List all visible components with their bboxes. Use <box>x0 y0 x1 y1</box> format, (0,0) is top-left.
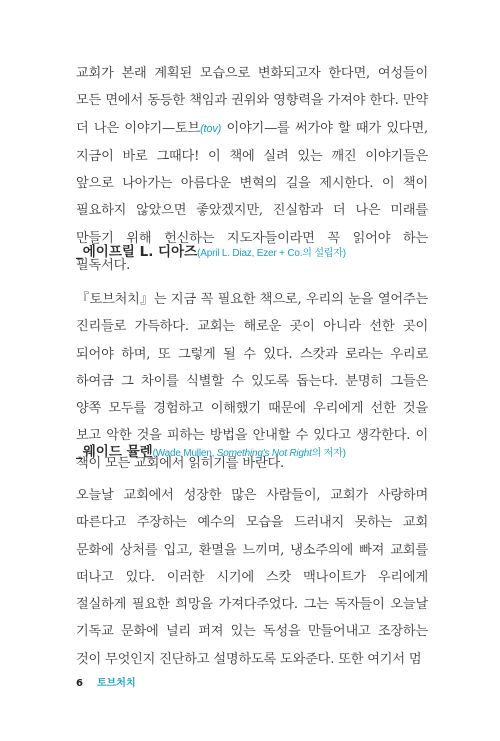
endorsement-text: 오늘날 교회에서 성장한 많은 사람들이, 교회가 사랑하며 따른다고 주장하는 예수의 모습을 드러내지 못하는 교회 문화에 상처를 입고, 환멸을 느끼며, 냉소주의에 빠져 교회를 떠나고 있다. 이러한 시기에 스캇 맥나이트가 우리에게 절실하게 필요한 희망을 가져다주었다. 그는 독자들이 오늘날 기독교 문화에 널리 퍼져 있는 독성을 만들어내고 조장하는 것이 무엇인지 진단하고 설명하도록 도와준다. 또한 여기서 멈 <box>76 488 428 667</box>
endorsement-text: 『토브처치』는 지금 꼭 필요한 책으로, 우리의 눈을 열어주는 진리들로 가득하다. 교회는 해로운 곳이 아니라 선한 곳이 되어야 하며, 또 그렇게 될 수 있다. 스캇과 로라는 우리로 하여금 그 차이를 식별할 수 있도록 돕는다. 분명히 그들은 양쪽 모두를 경험하고 이해했기 때문에 우리에게 선한 것을 보고 악한 것을 피하는 방법을 안내할 수 있다고 생각한다. 이 책이 모든 교회에서 읽히기를 바란다. <box>76 292 428 471</box>
running-title: 토브처치 <box>96 678 136 689</box>
page-number: 6 <box>76 678 83 689</box>
endorser-name: _웨이드 뮬렌 <box>76 444 153 460</box>
endorser-affiliation: (April L. Diaz, Ezer + Co.의 설립자) <box>197 248 346 259</box>
endorsement-text-part: 이야기—를 써가야 할 때가 있다면, 지금이 바로 그때다! 이 책에 실려 있는 깨진 이야기들은 앞으로 나아가는 아름다운 변혁의 길을 제시한다. 이 책이 필요하지 않았으면 좋았겠지만, 진실함과 더 나은 미래를 만들기 위해 헌신하는 지도자들이라면 꼭 읽어야 하는 필독서다. <box>76 120 428 274</box>
endorsement-text-part: 교회가 본래 계획된 모습으로 변화되고자 한다면, 여성들이 모든 면에서 동등한 책임과 권위와 영향력을 가져야 한다. 만약 더 나은 이야기—토브 <box>76 66 428 136</box>
affiliation-part: 의 저자) <box>311 448 346 459</box>
page-footer <box>76 674 136 689</box>
affiliation-book-title: Something's Not Right <box>216 448 312 459</box>
endorsement-third <box>76 482 428 673</box>
tov-term: (tov) <box>200 122 222 135</box>
endorser-affiliation <box>153 448 346 459</box>
endorser-mullen <box>76 440 346 460</box>
endorser-diaz <box>76 240 346 260</box>
affiliation-part: (Wade Mullen, <box>152 448 217 459</box>
endorser-name: _에이프릴 L. 디아즈 <box>76 244 198 260</box>
